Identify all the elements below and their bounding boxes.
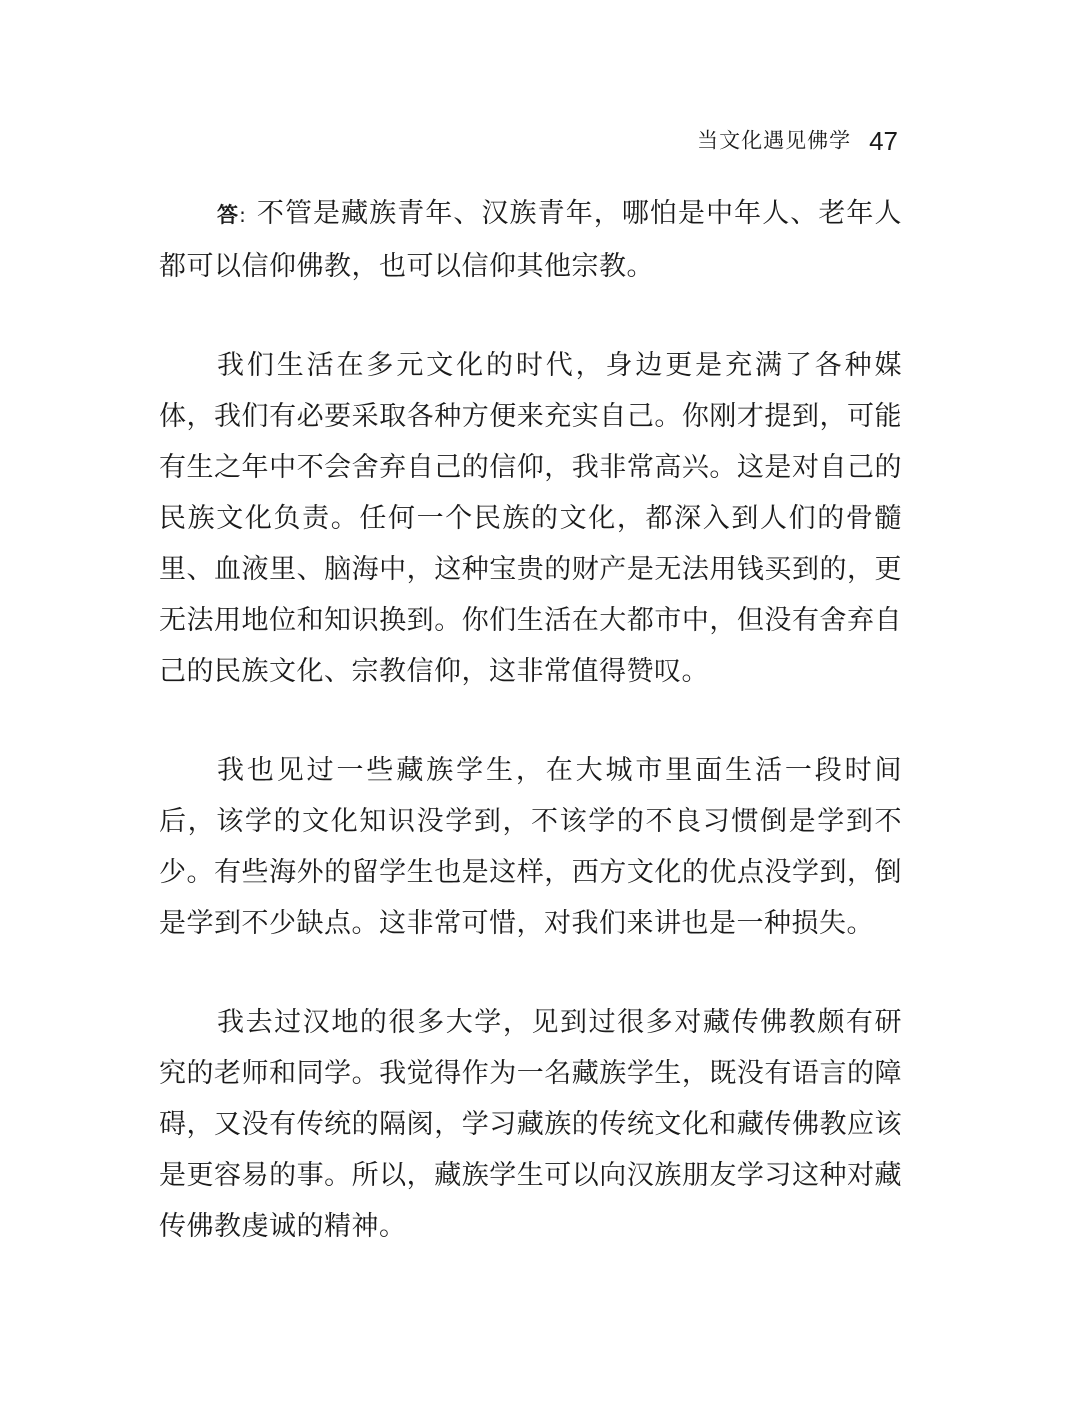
paragraph: 我也见过一些藏族学生，在大城市里面生活一段时间后，该学的文化知识没学到，不该学的不良习惯倒是学到不少。有些海外的留学生也是这样，西方文化的优点没学到，倒是学到不少缺点。这非常可惜，对我们来讲也是一种损失。 (159, 755, 902, 939)
body-text (159, 188, 902, 1300)
paragraph: 我去过汉地的很多大学，见到过很多对藏传佛教颇有研究的老师和同学。我觉得作为一名藏族学生，既没有语言的障碍，又没有传统的隔阂，学习藏族的传统文化和藏传佛教应该是更容易的事。所以，藏族学生可以向汉族朋友学习这种对藏传佛教虔诚的精神。 (159, 1007, 902, 1242)
answer-paragraph (159, 188, 902, 292)
running-title: 当文化遇见佛学 (697, 128, 852, 153)
answer-colon: : (239, 203, 247, 227)
answer-text: 不管是藏族青年、汉族青年，哪怕是中年人、老年人都可以信仰佛教，也可以信仰其他宗教。 (159, 198, 903, 282)
running-header (600, 120, 898, 160)
paragraph: 我们生活在多元文化的时代，身边更是充满了各种媒体，我们有必要采取各种方便来充实自己。你刚才提到，可能有生之年中不会舍弃自己的信仰，我非常高兴。这是对自己的民族文化负责。任何一个民族的文化，都深入到人们的骨髓里、血液里、脑海中，这种宝贵的财产是无法用钱买到的，更无法用地位和知识换到。你们生活在大都市中，但没有舍弃自己的民族文化、宗教信仰，这非常值得赞叹。 (159, 350, 902, 687)
page-number: 47 (869, 125, 898, 156)
answer-label: 答 (217, 202, 240, 227)
